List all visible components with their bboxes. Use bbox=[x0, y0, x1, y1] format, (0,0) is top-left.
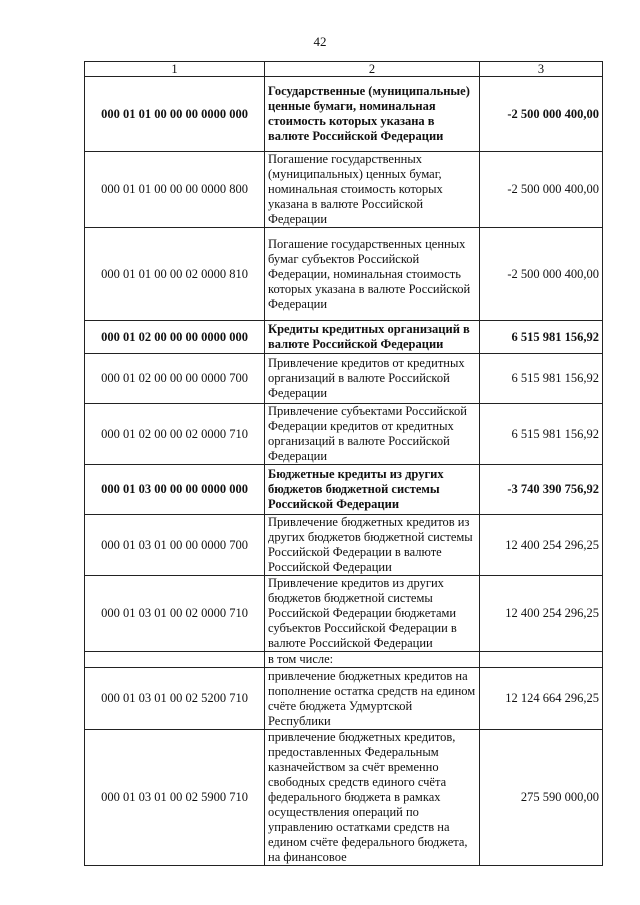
amount-cell: 6 515 981 156,92 bbox=[480, 404, 603, 465]
table-row bbox=[85, 730, 603, 866]
amount-cell: 12 400 254 296,25 bbox=[480, 515, 603, 576]
description-cell: Бюджетные кредиты из других бюджетов бюджетной системы Российской Федерации bbox=[265, 465, 480, 515]
description-cell: Привлечение бюджетных кредитов из других бюджетов бюджетной системы Российской Федерации в валюте Российской Федерации bbox=[265, 515, 480, 576]
column-header-name: 2 bbox=[265, 62, 480, 77]
budget-code-cell bbox=[85, 652, 265, 668]
amount-cell: 6 515 981 156,92 bbox=[480, 354, 603, 404]
page-number: 42 bbox=[313, 34, 327, 49]
description-cell: привлечение бюджетных кредитов на пополнение остатка средств на едином счёте бюджета Удмуртской Республики bbox=[265, 668, 480, 730]
description-cell: привлечение бюджетных кредитов, предоставленных Федеральным казначейством за счёт временно свободных средств единого счёта федерального бюджета в рамках осуществления операций по управлению остатками средств на едином счёте федерального бюджета, на финансовое bbox=[265, 730, 480, 866]
amount-cell: 12 124 664 296,25 bbox=[480, 668, 603, 730]
budget-code-cell: 000 01 03 01 00 02 5200 710 bbox=[85, 668, 265, 730]
budget-code-cell: 000 01 03 01 00 00 0000 700 bbox=[85, 515, 265, 576]
budget-code-cell: 000 01 01 00 00 00 0000 800 bbox=[85, 152, 265, 228]
description-cell: Погашение государственных (муниципальных) ценных бумаг, номинальная стоимость которых указана в валюте Российской Федерации bbox=[265, 152, 480, 228]
description-cell: Погашение государственных ценных бумаг субъектов Российской Федерации, номинальная стоимость которых указана в валюте Российской Федерации bbox=[265, 228, 480, 321]
table-row bbox=[85, 576, 603, 652]
amount-cell: -2 500 000 400,00 bbox=[480, 77, 603, 152]
description-cell: Привлечение кредитов от кредитных организаций в валюте Российской Федерации bbox=[265, 354, 480, 404]
budget-code-cell: 000 01 03 01 00 02 0000 710 bbox=[85, 576, 265, 652]
amount-cell: 12 400 254 296,25 bbox=[480, 576, 603, 652]
description-cell: в том числе: bbox=[265, 652, 480, 668]
budget-code-cell: 000 01 01 00 00 02 0000 810 bbox=[85, 228, 265, 321]
budget-code-cell: 000 01 01 00 00 00 0000 000 bbox=[85, 77, 265, 152]
table-row bbox=[85, 465, 603, 515]
table-row bbox=[85, 77, 603, 152]
table-row bbox=[85, 668, 603, 730]
description-cell: Кредиты кредитных организаций в валюте Российской Федерации bbox=[265, 321, 480, 354]
table-header-row bbox=[85, 62, 603, 77]
table-row bbox=[85, 228, 603, 321]
amount-cell bbox=[480, 652, 603, 668]
table-row bbox=[85, 404, 603, 465]
amount-cell: -3 740 390 756,92 bbox=[480, 465, 603, 515]
description-cell: Привлечение субъектами Российской Федерации кредитов от кредитных организаций в валюте Российской Федерации bbox=[265, 404, 480, 465]
budget-code-cell: 000 01 02 00 00 00 0000 000 bbox=[85, 321, 265, 354]
table-row bbox=[85, 354, 603, 404]
column-header-amount: 3 bbox=[480, 62, 603, 77]
table-row bbox=[85, 515, 603, 576]
amount-cell: -2 500 000 400,00 bbox=[480, 152, 603, 228]
table-row bbox=[85, 152, 603, 228]
table-row bbox=[85, 652, 603, 668]
budget-sources-table bbox=[84, 61, 603, 866]
amount-cell: 275 590 000,00 bbox=[480, 730, 603, 866]
budget-code-cell: 000 01 03 00 00 00 0000 000 bbox=[85, 465, 265, 515]
amount-cell: 6 515 981 156,92 bbox=[480, 321, 603, 354]
description-cell: Привлечение кредитов из других бюджетов бюджетной системы Российской Федерации бюджетами субъектов Российской Федерации в валюте Российской Федерации bbox=[265, 576, 480, 652]
table-row bbox=[85, 321, 603, 354]
amount-cell: -2 500 000 400,00 bbox=[480, 228, 603, 321]
budget-code-cell: 000 01 02 00 00 00 0000 700 bbox=[85, 354, 265, 404]
budget-code-cell: 000 01 03 01 00 02 5900 710 bbox=[85, 730, 265, 866]
column-header-code: 1 bbox=[85, 62, 265, 77]
description-cell: Государственные (муниципальные) ценные бумаги, номинальная стоимость которых указана в валюте Российской Федерации bbox=[265, 77, 480, 152]
budget-code-cell: 000 01 02 00 00 02 0000 710 bbox=[85, 404, 265, 465]
